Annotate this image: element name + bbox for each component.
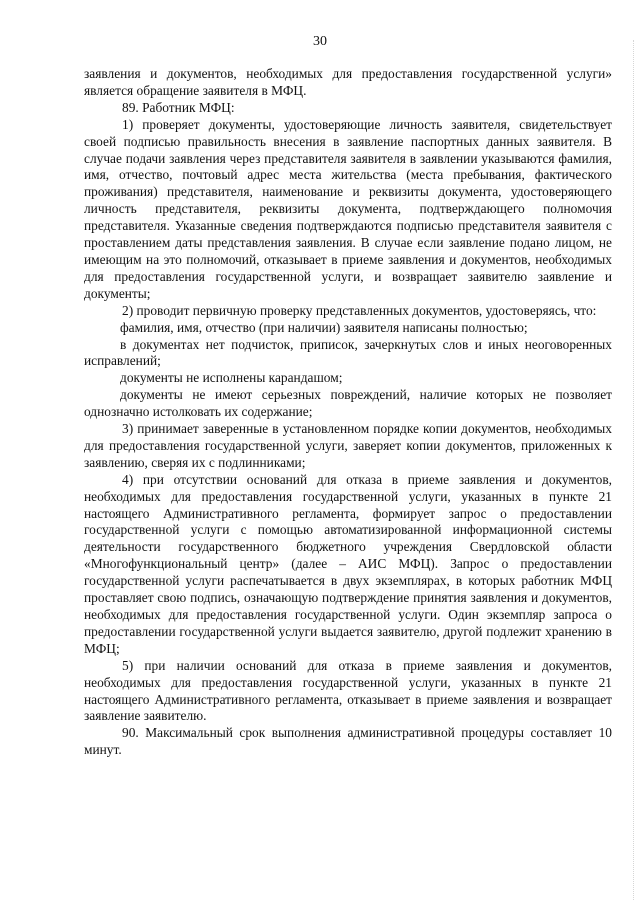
document-body xyxy=(84,66,612,759)
scan-edge-marks xyxy=(631,40,634,900)
paragraph: 2) проводит первичную проверку представленных документов, удостоверяясь, что: xyxy=(122,302,597,318)
paragraph: 90. Максимальный срок выполнения административной процедуры составляет 10 минут. xyxy=(84,725,612,758)
paragraph: 1) проверяет документы, удостоверяющие личность заявителя, свидетельствует своей подписью правильность внесения в заявление паспортных данных заявителя. В случае подачи заявления через представителя заявителя в заявлении указываются фамилия, имя, отчество, почтовый адрес места жительства (места пребывания, фактического проживания) представителя, наименование и реквизиты документа, удостоверяющего личность представителя, реквизиты документа, подтверждающего полномочия представителя. Указанные сведения подтверждаются подписью представителя заявителя с проставлением даты представления заявления. В случае если заявление подано лицом, не имеющим на это полномочий, отказывает в приеме заявления и документов, необходимых для предоставления государственной услуги, и возвращает заявителю заявление и документы; xyxy=(84,116,612,301)
paragraph: 89. Работник МФЦ: xyxy=(122,99,235,115)
list-item: документы не имеют серьезных повреждений, наличие которых не позволяет однозначно истолковать их содержание; xyxy=(84,387,612,420)
list-item: документы не исполнены карандашом; xyxy=(120,370,343,386)
paragraph: 5) при наличии оснований для отказа в приеме заявления и документов, необходимых для предоставления государственной услуги, указанных в пункте 21 настоящего Административного регламента, отказывает в приеме заявления и возвращает заявление заявителю. xyxy=(84,657,612,724)
list-item: фамилия, имя, отчество (при наличии) заявителя написаны полностью; xyxy=(120,319,528,335)
paragraph: 4) при отсутствии оснований для отказа в приеме заявления и документов, необходимых для предоставления государственной услуги, указанных в пункте 21 настоящего Административного регламента, формирует запрос о предоставлении государственной услуги с помощью автоматизированной информационной системы деятельности государственного бюджетного учреждения Свердловской области «Многофункциональный центр» (далее – АИС МФЦ). Запрос о предоставлении государственной услуги распечатывается в двух экземплярах, в которых работник МФЦ проставляет свою подпись, означающую подтверждение принятия заявления и документов, необходимых для предоставления государственной услуги. Один экземпляр запроса о предоставлении государственной услуги выдается заявителю, другой подлежит хранению в МФЦ; xyxy=(84,471,612,656)
list-item: в документах нет подчисток, приписок, зачеркнутых слов и иных неоговоренных исправлений; xyxy=(84,336,612,369)
paragraph: заявления и документов, необходимых для предоставления государственной услуги» является обращение заявителя в МФЦ. xyxy=(84,66,612,98)
paragraph: 3) принимает заверенные в установленном порядке копии документов, необходимых для предоставления государственной услуги, заверяет копии документов, приложенных к заявлению, сверяя их с подлинниками; xyxy=(84,421,612,470)
page-number: 30 xyxy=(313,34,327,49)
